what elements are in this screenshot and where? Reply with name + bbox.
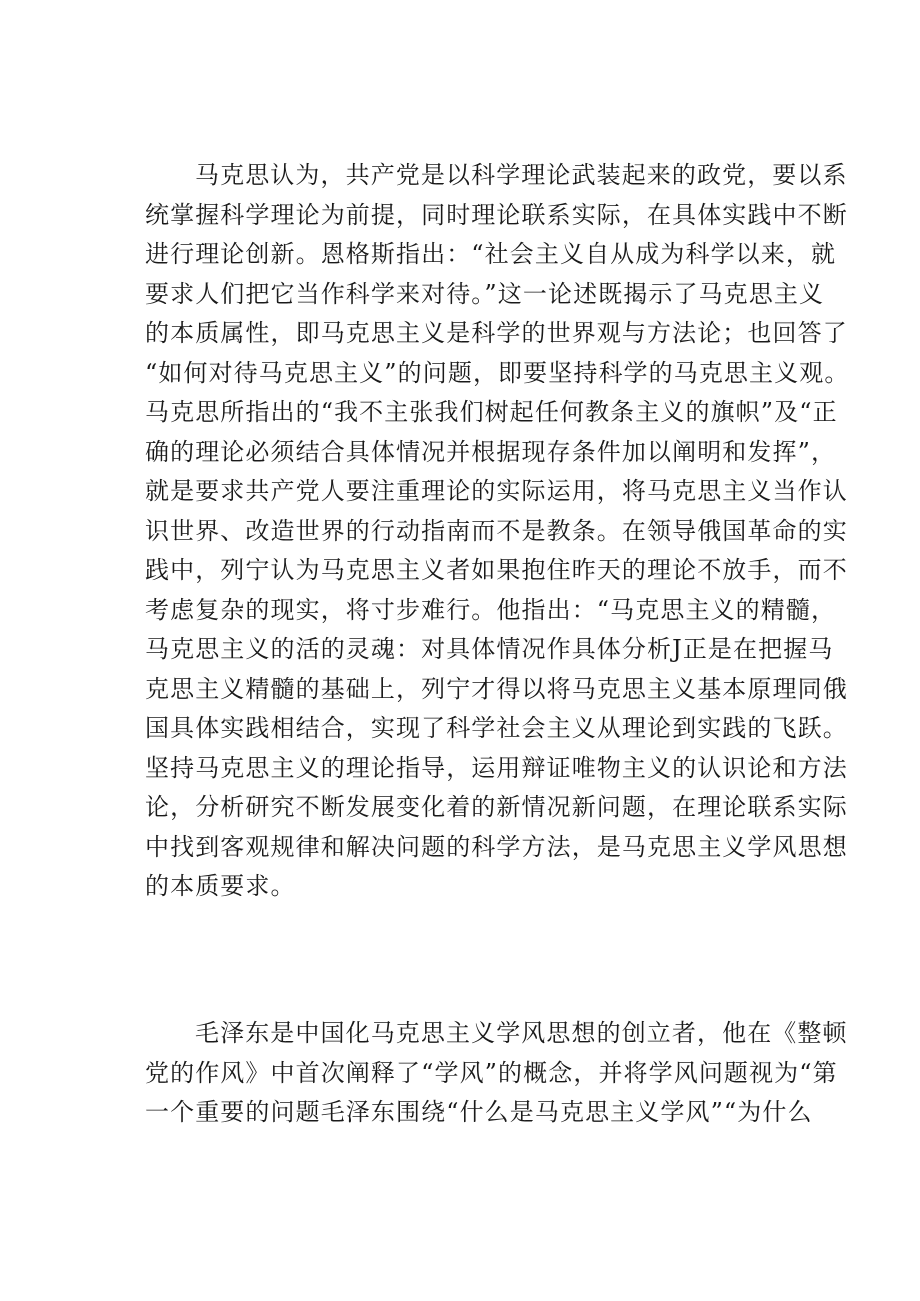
text-line: 确的理论必须结合具体情况并根据现存条件加以阐明和发挥”， (145, 437, 837, 466)
text-line: 识世界、改造世界的行动指南而不是教条。在领导俄国革命的实 (145, 516, 848, 545)
text-line: 要求人们把它当作科学来对待。”这一论述既揭示了马克思主义 (145, 279, 825, 308)
text-line: “如何对待马克思主义”的问题，即要坚持科学的马克思主义观。 (145, 358, 850, 387)
text-line: 就是要求共产党人要注重理论的实际运用，将马克思主义当作认 (145, 477, 848, 505)
paragraph-marx-scientific-theory (145, 156, 850, 907)
text-line: 中找到客观规律和解决问题的科学方法，是马克思主义学风思想 (145, 832, 848, 861)
text-line: 一个重要的问题毛泽东围绕“什么是马克思主义学风”“为什么 (145, 1098, 813, 1126)
text-line: 统掌握科学理论为前提，同时理论联系实际，在具体实践中不断 (145, 200, 848, 229)
text-line: 马克思认为，共产党是以科学理论武装起来的政党，要以系 (195, 161, 848, 189)
text-line: 马克思所指出的“我不主张我们树起任何教条主义的旗帜”及“正 (145, 398, 838, 426)
text-line: 考虑复杂的现实，将寸步难行。他指出：“马克思主义的精髓， (145, 595, 837, 624)
text-line: 论，分析研究不断发展变化着的新情况新问题，在理论联系实际 (145, 793, 848, 821)
text-line: 践中，列宁认为马克思主义者如果抱住昨天的理论不放手，而不 (145, 556, 848, 584)
paragraph-mao-study-style (145, 1014, 848, 1133)
text-line: 国具体实践相结合，实现了科学社会主义从理论到实践的飞跃。 (145, 714, 848, 742)
text-line: 进行理论创新。恩格斯指出：“社会主义自从成为科学以来，就 (145, 240, 837, 268)
text-line: 坚持马克思主义的理论指导，运用辩证唯物主义的认识论和方法 (145, 753, 848, 782)
text-line: 的本质要求。 (145, 872, 296, 900)
text-line: 克思主义精髓的基础上，列宁才得以将马克思主义基本原理同俄 (145, 674, 848, 703)
text-line: 毛泽东是中国化马克思主义学风思想的创立者，他在《整顿 (195, 1019, 848, 1047)
text-line: 党的作风》中首次阐释了“学风”的概念，并将学风问题视为“第 (145, 1058, 838, 1087)
text-line: 的本质属性，即马克思主义是科学的世界观与方法论；也回答了 (145, 319, 848, 347)
text-line: 马克思主义的活的灵魂：对具体情况作具体分析J正是在把握马 (145, 635, 834, 663)
